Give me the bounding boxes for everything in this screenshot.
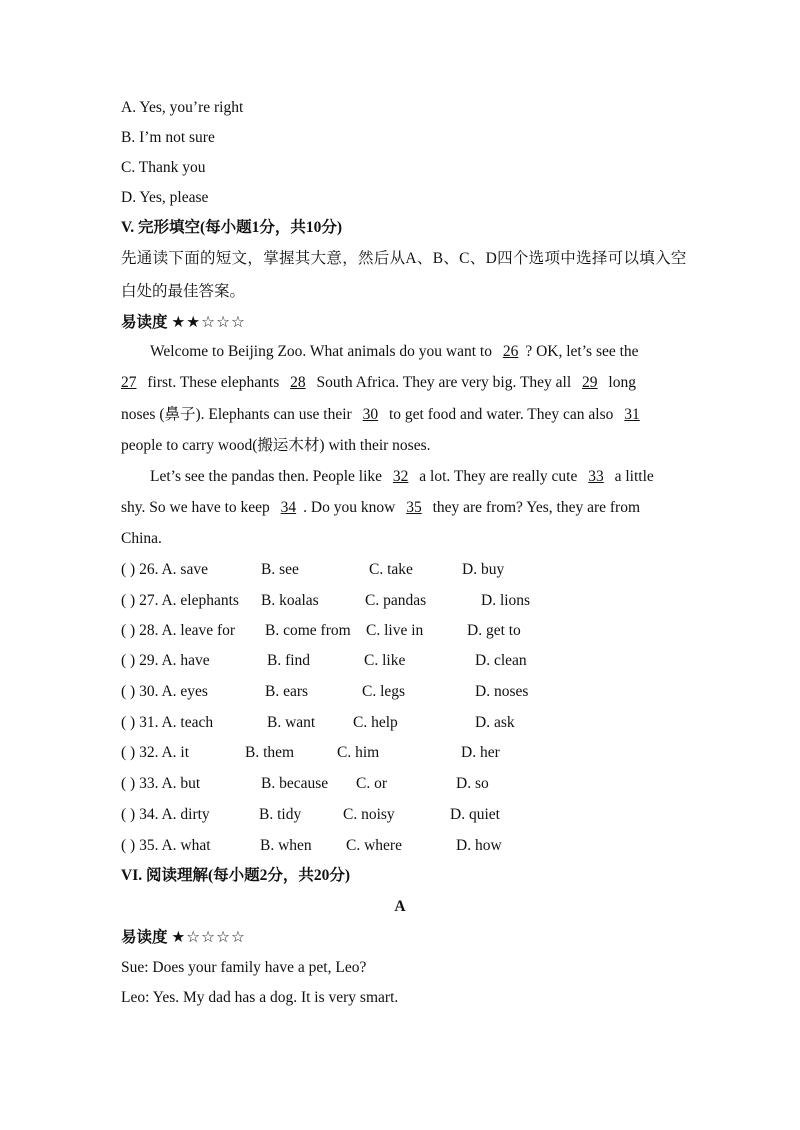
passage-text: they are from? Yes, they are from xyxy=(432,499,641,516)
option-d: D. noses xyxy=(475,683,529,700)
option-c: C. take xyxy=(369,561,413,578)
passage-line xyxy=(150,467,654,487)
section5-heading: V. 完形填空(每小题1分，共10分) xyxy=(121,219,343,236)
passage-text: South Africa. They are very big. They all xyxy=(316,374,572,391)
blank-29: 29 xyxy=(582,374,598,391)
blank-26: 26 xyxy=(502,343,519,360)
option-c: C. like xyxy=(364,652,406,669)
question-33: ( ) 33. A. but xyxy=(121,775,201,792)
passage-text: shy. So we have to keep xyxy=(121,499,270,516)
passage-text: Welcome to Beijing Zoo. What animals do you want to xyxy=(150,343,492,360)
blank-28: 28 xyxy=(290,374,306,391)
question-30: ( ) 30. A. eyes xyxy=(121,683,208,700)
option-c: C. where xyxy=(346,837,402,854)
passage-text: first. These elephants xyxy=(147,374,280,391)
prev-option-b: B. I’m not sure xyxy=(121,129,215,146)
option-b: B. find xyxy=(267,652,311,669)
option-b: B. come from xyxy=(265,622,351,639)
passage-text: long xyxy=(608,374,636,391)
option-b: B. them xyxy=(245,744,295,761)
question-29: ( ) 29. A. have xyxy=(121,652,210,669)
section5-difficulty xyxy=(121,313,246,333)
blank-32: 32 xyxy=(392,468,409,485)
difficulty-stars: ★☆☆☆☆ xyxy=(171,929,246,946)
option-c: C. him xyxy=(337,744,380,761)
dialogue-line: Sue: Does your family have a pet, Leo? xyxy=(121,959,367,976)
question-34: ( ) 34. A. dirty xyxy=(121,806,210,823)
difficulty-stars: ★★☆☆☆ xyxy=(171,314,246,331)
passage-text: noses (鼻子). Elephants can use their xyxy=(121,406,352,423)
option-c: C. noisy xyxy=(343,806,395,823)
option-b: B. when xyxy=(260,837,312,854)
option-d: D. buy xyxy=(462,561,505,578)
option-b: B. want xyxy=(267,714,316,731)
passage-text: . Do you know xyxy=(303,499,396,516)
prev-option-d: D. Yes, please xyxy=(121,189,209,206)
passage-line xyxy=(121,373,636,393)
blank-31: 31 xyxy=(624,406,640,423)
option-d: D. clean xyxy=(475,652,527,669)
option-d: D. how xyxy=(456,837,502,854)
difficulty-label: 易读度 xyxy=(121,314,168,331)
section6-heading: VI. 阅读理解(每小题2分，共20分) xyxy=(121,867,351,884)
blank-34: 34 xyxy=(280,499,297,516)
prev-option-c: C. Thank you xyxy=(121,159,206,176)
option-d: D. get to xyxy=(467,622,521,639)
blank-35: 35 xyxy=(406,499,422,516)
option-c: C. pandas xyxy=(365,592,427,609)
option-c: C. or xyxy=(356,775,387,792)
blank-30: 30 xyxy=(362,406,379,423)
option-d: D. so xyxy=(456,775,489,792)
option-b: B. because xyxy=(261,775,329,792)
passage-text: a lot. They are really cute xyxy=(419,468,578,485)
passage-text: a little xyxy=(614,468,654,485)
option-d: D. quiet xyxy=(450,806,500,823)
question-28: ( ) 28. A. leave for xyxy=(121,622,236,639)
option-d: D. ask xyxy=(475,714,515,731)
section6-difficulty xyxy=(121,928,246,948)
option-d: D. her xyxy=(461,744,500,761)
option-b: B. tidy xyxy=(259,806,302,823)
section6-part-label: A xyxy=(394,898,406,915)
option-c: C. help xyxy=(353,714,398,731)
option-b: B. see xyxy=(261,561,299,578)
question-32: ( ) 32. A. it xyxy=(121,744,190,761)
prev-option-a: A. Yes, you’re right xyxy=(121,99,244,116)
blank-27: 27 xyxy=(121,374,137,391)
difficulty-label: 易读度 xyxy=(121,929,168,946)
section5-instruction-1: 先通读下面的短文，掌握其大意，然后从A、B、C、D四个选项中选择可以填入空 xyxy=(121,250,687,267)
section5-instruction-2: 白处的最佳答案。 xyxy=(121,283,246,300)
question-26: ( ) 26. A. save xyxy=(121,561,208,578)
option-b: B. koalas xyxy=(261,592,319,609)
question-35: ( ) 35. A. what xyxy=(121,837,211,854)
option-c: C. legs xyxy=(362,683,406,700)
option-d: D. lions xyxy=(481,592,531,609)
passage-line: people to carry wood(搬运木材) with their noses. xyxy=(121,437,431,454)
dialogue-line: Leo: Yes. My dad has a dog. It is very smart. xyxy=(121,989,399,1006)
passage-line xyxy=(121,405,647,425)
question-31: ( ) 31. A. teach xyxy=(121,714,214,731)
option-b: B. ears xyxy=(265,683,309,700)
passage-text: ? OK, let’s see the xyxy=(525,343,639,360)
passage-line xyxy=(150,342,639,362)
passage-text: Let’s see the pandas then. People like xyxy=(150,468,383,485)
passage-line xyxy=(121,498,640,518)
blank-33: 33 xyxy=(588,468,604,485)
passage-line: China. xyxy=(121,530,162,547)
passage-text: to get food and water. They can also xyxy=(388,406,614,423)
option-c: C. live in xyxy=(366,622,424,639)
question-27: ( ) 27. A. elephants xyxy=(121,592,239,609)
